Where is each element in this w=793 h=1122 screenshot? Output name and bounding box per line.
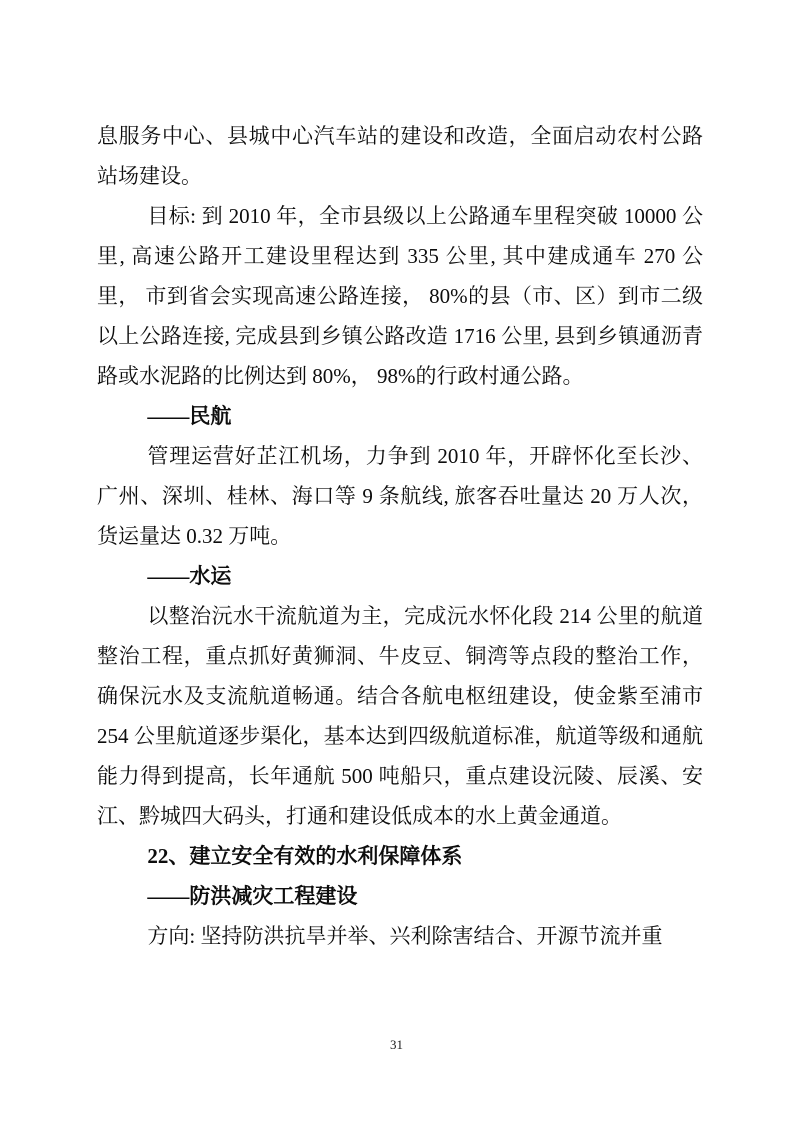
paragraph-highway-goals: 目标: 到 2010 年，全市县级以上公路通车里程突破 10000 公里, 高速公路开工建设里程达到 335 公里, 其中建成通车 270 公里， 市到省会实现高速公路连接， 80%的县（市、区）到市二级以上公路连接, 完成县到乡镇公路改造 1716 公里, 县到乡镇通沥青路或水泥路的比例达到 80%， 98%的行政村通公路。 <box>97 204 703 388</box>
paragraph-flood-control-direction: 方向: 坚持防洪抗旱并举、兴利除害结合、开源节流并重 <box>147 924 663 948</box>
section-heading-civil-aviation: ——民航 <box>147 404 232 428</box>
page-number: 31 <box>390 1037 403 1052</box>
paragraph-civil-aviation: 管理运营好芷江机场，力争到 2010 年，开辟怀化至长沙、广州、深圳、桂林、海口等 9 条航线, 旅客吞吐量达 20 万人次，货运量达 0.32 万吨。 <box>97 444 703 548</box>
section-heading-22-water-conservancy: 22、建立安全有效的水利保障体系 <box>147 844 463 868</box>
section-heading-flood-control: ——防洪减灾工程建设 <box>147 884 358 908</box>
document-body <box>97 116 703 956</box>
section-heading-water-transport: ——水运 <box>147 564 232 588</box>
paragraph-water-transport: 以整治沅水干流航道为主，完成沅水怀化段 214 公里的航道整治工程，重点抓好黄狮洞、牛皮豆、铜湾等点段的整治工作，确保沅水及支流航道畅通。结合各航电枢纽建设，使金紫至浦市 254 公里航道逐步渠化，基本达到四级航道标准，航道等级和通航能力得到提高，长年通航 500 吨船只，重点建设沅陵、辰溪、安江、黔城四大码头，打通和建设低成本的水上黄金通道。 <box>97 604 703 828</box>
paragraph-road-stations-continuation: 息服务中心、县城中心汽车站的建设和改造，全面启动农村公路站场建设。 <box>97 124 703 188</box>
